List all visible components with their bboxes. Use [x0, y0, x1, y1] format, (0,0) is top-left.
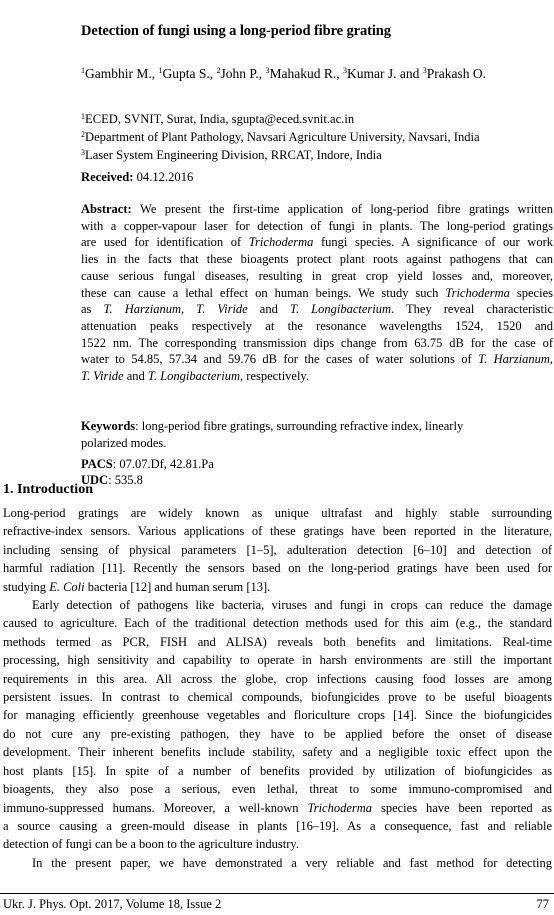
- text-run: Long-period gratings are widely known as unique ultrafast and highly stable surrounding: [3, 506, 552, 520]
- body-line: [3, 854, 552, 872]
- affiliation: [81, 145, 480, 163]
- affiliation-list: [81, 109, 480, 163]
- text-run: lies in the facts that these bioagents protect plant roots against pathogens that can: [81, 252, 553, 267]
- abstract-line: [81, 368, 553, 385]
- text-run: immuno-suppressed humans. Moreover, a well-known: [3, 800, 308, 815]
- text-run: species: [509, 285, 553, 300]
- body-line: [3, 670, 552, 688]
- page-number: 77: [536, 897, 549, 911]
- keywords-text: : long-period fibre gratings, surrounding refractive index, linearly: [135, 419, 464, 433]
- text-run: including sensing of physical parameters [1–5], adulteration detection [6–10] and detection of: [3, 542, 552, 557]
- received-date: [81, 170, 193, 185]
- affiliation-text: Laser System Engineering Division, RRCAT, Indore, India: [85, 148, 382, 162]
- author-name: Mahakud R.,: [269, 66, 344, 81]
- affiliation-text: ECED, SVNIT, Surat, India, sgupta@eced.svnit.ac.in: [85, 112, 355, 126]
- text-run: and: [123, 369, 148, 384]
- text-run: , respectively.: [240, 369, 309, 384]
- body-line: [3, 817, 552, 835]
- abstract-line: [81, 251, 553, 268]
- text-run: Early detection of pathogens like bacteria, viruses and fungi in crops can reduce the damage: [32, 598, 552, 613]
- text-run: We present the first-time application of long-period fibre gratings written: [140, 202, 553, 216]
- text-run: attenuation peaks respectively at the resonance wavelengths 1524, 1520 and: [81, 318, 553, 333]
- author-affil-marker: 3: [422, 66, 427, 75]
- author-affil-marker: 3: [343, 66, 348, 75]
- author: [423, 66, 486, 81]
- body-line: [3, 504, 552, 522]
- abstract-line: [81, 335, 553, 352]
- body-line: [3, 541, 552, 559]
- udc-value: : 535.8: [108, 473, 143, 487]
- author-name: Kumar J. and: [347, 66, 423, 81]
- body-line: [3, 762, 552, 780]
- italic-term: E. Coli: [49, 579, 85, 594]
- text-run: a source causing a green-mould disease in plants [16–19]. As a consequence, fast and reliable: [3, 818, 552, 833]
- author-name: John P.,: [220, 66, 266, 81]
- abstract-line: [81, 201, 553, 218]
- body-text: [3, 504, 552, 872]
- text-run: methods termed as PCR, FISH and ALISA) reveals both benefits and limitations. Real-time: [3, 634, 552, 649]
- text-run: as: [81, 302, 104, 317]
- text-run: processing, high sensitivity and capability to operate in harsh environments are still the important: [3, 653, 552, 668]
- abstract-line: [81, 351, 553, 368]
- body-line: [3, 706, 552, 724]
- body-line: [3, 596, 552, 614]
- keywords: [81, 418, 553, 452]
- pacs-label: PACS: [81, 457, 113, 471]
- italic-term: T. Longibacterium: [289, 302, 392, 317]
- text-run: bioagents, they also pose a serious, even lethal, threat to some immuno-compromised and: [3, 782, 552, 797]
- received-value: 04.12.2016: [136, 170, 194, 184]
- text-run: 1522 nm. The corresponding transmission dips change from 63.75 dB for the case of: [81, 335, 553, 350]
- abstract-line: [81, 218, 553, 235]
- affiliation-marker: 2: [81, 130, 85, 139]
- italic-term: T. Harzianum, T. Viride: [103, 302, 248, 317]
- author-list: [81, 66, 486, 82]
- text-run: bacteria [12] and human serum [13].: [84, 579, 271, 594]
- text-run: detection of fungi can be a boon to the agriculture industry.: [3, 837, 299, 852]
- affiliation-text: Department of Plant Pathology, Navsari Agriculture University, Navsari, India: [85, 130, 480, 144]
- italic-term: T. Longibacterium: [147, 369, 241, 384]
- pacs-value: : 07.07.Df, 42.81.Pa: [112, 457, 214, 471]
- footer-divider: [0, 893, 554, 894]
- text-run: these can cause a lethal effect on human beings. We study such: [81, 285, 446, 300]
- text-run: requirements in this area. All across the globe, crop infections causing food losses are among: [3, 671, 552, 686]
- keywords-line: polarized modes.: [81, 436, 167, 450]
- author-name: Gambhir M.,: [85, 66, 159, 81]
- abstract-line: [81, 285, 553, 302]
- affiliation-marker: 1: [81, 112, 85, 121]
- text-run: for managing efficiently greenhouse vegetables and floriculture crops [14]. Since the biofungicides: [3, 708, 552, 723]
- author: [343, 66, 423, 81]
- text-run: water to 54.85, 57.34 and 59.76 dB for the cases of water solutions of: [81, 352, 479, 367]
- author-name: Prakash O.: [426, 66, 486, 81]
- text-run: harmful radiation [11]. Recently the sensors based on the long-period gratings have been used for: [3, 561, 552, 576]
- body-line: [3, 633, 552, 651]
- text-run: caused to agriculture. Each of the traditional detection methods used for this aim (e.g., the standard: [3, 616, 552, 631]
- text-run: and: [247, 302, 290, 317]
- text-run: persistent issues. In contrast to chemical compounds, biofungicides prove to be useful bioagents: [3, 690, 552, 705]
- text-run: . They reveal characteristic: [391, 302, 553, 317]
- text-run: are used for identification of: [81, 235, 249, 250]
- abstract-label: Abstract:: [81, 202, 141, 216]
- author: [81, 66, 159, 81]
- text-run: host plants [15]. In spite of a number of benefits provided by utilization of biofungicides as: [3, 763, 552, 778]
- text-run: refractive-index sensors. Various applications of these gratings have been reported in the literature,: [3, 524, 552, 539]
- text-run: studying: [3, 579, 50, 594]
- body-line: [3, 522, 552, 540]
- text-run: development. Their inherent benefits include stability, safety and a negligible toxic effect upon the: [3, 745, 552, 760]
- keywords-label: Keywords: [81, 419, 136, 433]
- author-affil-marker: 1: [158, 66, 163, 75]
- body-line: [3, 651, 552, 669]
- affiliation: [81, 127, 480, 145]
- paper-title: Detection of fungi using a long-period fibre grating: [81, 23, 391, 39]
- abstract-line: [81, 268, 553, 285]
- author: [159, 66, 217, 81]
- pacs-line: [81, 456, 214, 472]
- affiliation-marker: 3: [81, 148, 85, 157]
- text-run: In the present paper, we have demonstrated a very reliable and fast method for detecting: [32, 855, 552, 870]
- body-line: [3, 725, 552, 743]
- text-run: cause serious fungal diseases, resulting in great crop yield losses and, moreover,: [81, 268, 553, 283]
- author-affil-marker: 2: [216, 66, 221, 75]
- keywords-line: [81, 418, 553, 435]
- author: [217, 66, 266, 81]
- author-affil-marker: 3: [265, 66, 270, 75]
- classification-codes: [81, 456, 214, 488]
- italic-term: Trichoderma: [248, 235, 314, 250]
- received-label: Received:: [81, 170, 134, 184]
- udc-line: [81, 472, 214, 488]
- text-run: do not cure any pre-existing pathogen, they have to be applied before the onset of disease: [3, 726, 552, 741]
- abstract-line: [81, 318, 553, 335]
- italic-term: T. Viride: [81, 369, 124, 384]
- body-line: [3, 780, 552, 798]
- abstract: [81, 201, 553, 385]
- author-name: Gupta S.,: [162, 66, 217, 81]
- text-run: species have been reported as: [372, 800, 552, 815]
- body-line: [3, 614, 552, 632]
- udc-label: UDC: [81, 473, 109, 487]
- journal-citation: Ukr. J. Phys. Opt. 2017, Volume 18, Issue 2: [3, 897, 222, 911]
- italic-term: Trichoderma: [307, 800, 373, 815]
- body-line: [3, 559, 552, 577]
- body-line: [3, 578, 552, 596]
- text-run: with a copper-vapour laser for detection of fungi in plants. The long-period gratings: [81, 218, 553, 233]
- italic-term: T. Harzianum,: [478, 352, 553, 367]
- body-line: [3, 835, 552, 853]
- abstract-line: [81, 234, 553, 251]
- affiliation: [81, 109, 480, 127]
- abstract-line: [81, 301, 553, 318]
- body-line: [3, 743, 552, 761]
- author-affil-marker: 1: [81, 66, 85, 75]
- text-run: fungi species. A significance of our work: [313, 235, 553, 250]
- author: [266, 66, 344, 81]
- body-line: [3, 688, 552, 706]
- italic-term: Trichoderma: [445, 285, 510, 300]
- body-line: [3, 799, 552, 817]
- section-heading: 1. Introduction: [3, 482, 93, 497]
